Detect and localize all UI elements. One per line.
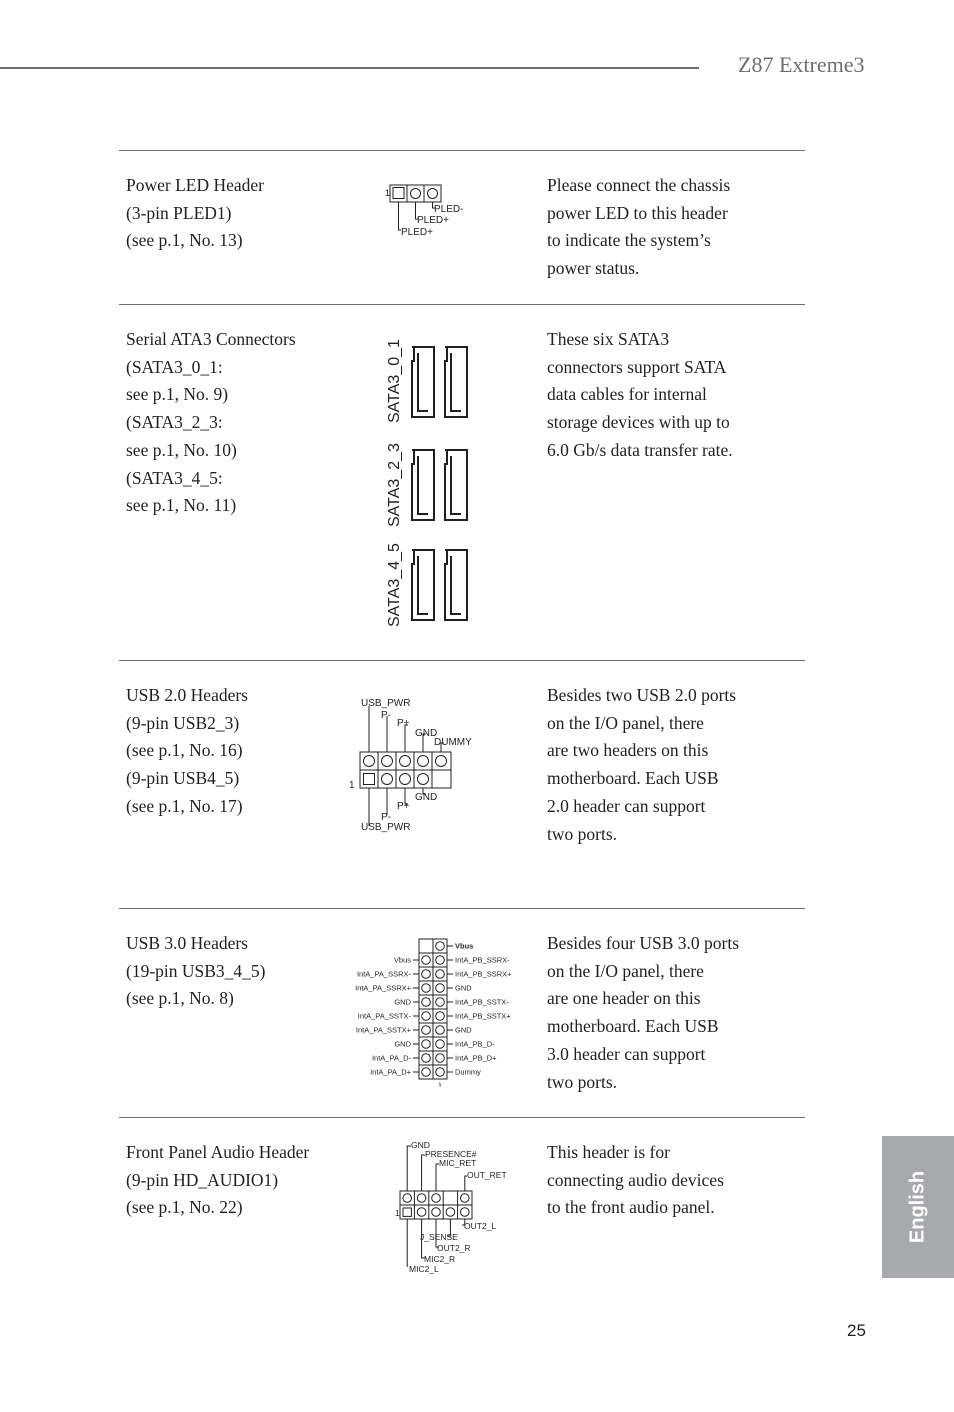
usb3-pin xyxy=(436,1012,445,1021)
pled-header-name: Power LED Header (3-pin PLED1) (see p.1, No. 13) xyxy=(126,175,265,251)
usb3-pin-label: IntA_PA_SSTX+ xyxy=(355,1025,411,1035)
usb-pwr-label: USB_PWR xyxy=(361,822,411,833)
usb3-pin xyxy=(436,984,445,993)
usb3-pin xyxy=(436,1054,445,1063)
usb3-pin xyxy=(422,1040,431,1049)
usb3-pin xyxy=(422,1012,431,1021)
usb-pwr-label: USB_PWR xyxy=(361,698,411,709)
pled-plus-label: PLED+ xyxy=(417,215,449,226)
usb3-pin-label: IntA_PB_SSRX- xyxy=(455,955,510,965)
usb3-pin xyxy=(436,942,445,951)
pled-plus-label: PLED+ xyxy=(401,227,433,238)
usb3-pin-label: IntA_PA_D+ xyxy=(370,1067,411,1077)
usb3-pin xyxy=(422,956,431,965)
out2-r-label: OUT2_R xyxy=(437,1243,471,1253)
usb3-pin xyxy=(436,1068,445,1077)
audio-pin-diagram xyxy=(390,1136,510,1278)
out2-l-label: OUT2_L xyxy=(464,1221,497,1231)
j-sense-label: J_SENSE xyxy=(420,1232,458,1242)
dummy-label: DUMMY xyxy=(434,737,472,748)
usb3-pin xyxy=(436,998,445,1007)
language-tab-label: English xyxy=(906,1170,929,1244)
out-ret-label: OUT_RET xyxy=(467,1170,507,1180)
audio-header-name: Front Panel Audio Header (9-pin HD_AUDIO1) (see p.1, No. 22) xyxy=(126,1142,310,1218)
section-divider xyxy=(119,660,805,661)
usb3-pin xyxy=(436,956,445,965)
sata-connector-outline xyxy=(412,550,434,620)
usb3-pin-label: IntA_PB_SSRX+ xyxy=(455,969,512,979)
presence-label: PRESENCE# xyxy=(425,1149,477,1159)
sata-connector-diagram xyxy=(378,335,478,630)
pled-pin-diagram xyxy=(380,180,480,240)
usb3-pin xyxy=(422,998,431,1007)
usb3-pin-label: IntA_PB_SSTX- xyxy=(455,997,509,1007)
sata-connector-key xyxy=(418,353,428,411)
gnd-label: GND xyxy=(411,1140,430,1150)
p-plus-label: P+ xyxy=(397,718,410,729)
pin-one-label: 1 xyxy=(437,1081,443,1087)
sata-label: SATA3_0_1 xyxy=(386,339,403,423)
usb3-pin-label: GND xyxy=(455,1025,472,1035)
usb3-pin-label: IntA_PA_SSTX- xyxy=(357,1011,411,1021)
usb3-pin-grid xyxy=(355,939,512,1087)
usb3-pin-label: IntA_PB_SSTX+ xyxy=(455,1011,511,1021)
section-divider xyxy=(119,304,805,305)
usb3-pin xyxy=(422,984,431,993)
sata-connector-key xyxy=(418,456,428,514)
page-number: 25 xyxy=(847,1321,866,1340)
sata-connector-key xyxy=(451,353,461,411)
usb3-pin-label: GND xyxy=(455,983,472,993)
p-plus-label: P+ xyxy=(397,801,410,812)
sata-connector-outline xyxy=(412,347,434,417)
p-minus-label: P- xyxy=(381,812,391,823)
usb3-pin xyxy=(422,970,431,979)
usb3-pin-label: Vbus xyxy=(455,941,474,951)
sata-connector-outline xyxy=(445,347,467,417)
pin-one-label: 1 xyxy=(349,780,355,791)
usb3-pin xyxy=(422,1054,431,1063)
sata-connector-outline xyxy=(445,450,467,520)
usb3-pin-label: Vbus xyxy=(393,955,411,965)
product-title: Z87 Extreme3 xyxy=(738,52,865,77)
sata-connector-key xyxy=(418,556,428,614)
section-divider xyxy=(119,150,805,151)
mic-ret-label: MIC_RET xyxy=(439,1158,477,1168)
audio-description: This header is for connecting audio devices to the front audio panel. xyxy=(547,1142,724,1218)
pled-description: Please connect the chassis power LED to this header to indicate the system’s power status. xyxy=(547,175,731,279)
sata-description: These six SATA3 connectors support SATA data cables for internal storage devices with up to 6.0 Gb/s data transfer rate. xyxy=(547,329,733,460)
usb3-pin-diagram xyxy=(340,935,540,1087)
gnd-label: GND xyxy=(415,728,438,739)
usb2-pin-diagram xyxy=(345,690,485,840)
usb3-pin xyxy=(436,970,445,979)
header-rule xyxy=(0,67,699,69)
usb3-description: Besides four USB 3.0 ports on the I/O panel, there are one header on this motherboard. Each USB 3.0 header can support two ports. xyxy=(547,933,740,1092)
usb3-header-name: USB 3.0 Headers (19-pin USB3_4_5) (see p.1, No. 8) xyxy=(126,933,266,1009)
pin-one-label: 1 xyxy=(385,188,391,198)
usb2-header-name: USB 2.0 Headers (9-pin USB2_3) (see p.1, No. 16) (9-pin USB4_5) (see p.1, No. 17) xyxy=(126,685,248,816)
usb3-pin-label: GND xyxy=(394,1039,411,1049)
sata-label: SATA3_2_3 xyxy=(386,443,403,527)
mic2-l-label: MIC2_L xyxy=(409,1264,439,1274)
gnd-label: GND xyxy=(415,792,438,803)
sata-connector-outline xyxy=(412,450,434,520)
sata-connector-outline xyxy=(445,550,467,620)
language-tab xyxy=(882,1136,954,1278)
usb3-pin xyxy=(436,1026,445,1035)
mic2-r-label: MIC2_R xyxy=(424,1254,456,1264)
pled-minus-label: PLED- xyxy=(434,204,464,215)
pin-one-label: 1 xyxy=(395,1208,400,1218)
usb3-pin-label: IntA_PB_D+ xyxy=(455,1053,497,1063)
sata-connector-group xyxy=(412,347,467,620)
usb3-pin-label: Dummy xyxy=(455,1067,481,1077)
section-divider xyxy=(119,908,805,909)
usb3-pin-label: IntA_PA_SSRX- xyxy=(356,969,411,979)
section-divider xyxy=(119,1117,805,1118)
sata-header-name: Serial ATA3 Connectors (SATA3_0_1: see p.1, No. 9) (SATA3_2_3: see p.1, No. 10) (SATA3_4_5: see p.1, No. 11) xyxy=(126,329,296,516)
usb2-description: Besides two USB 2.0 ports on the I/O panel, there are two headers on this motherboard. Each USB 2.0 header can support two ports. xyxy=(547,685,737,844)
usb3-pin-label: IntA_PA_D- xyxy=(371,1053,411,1063)
usb3-pin-label: GND xyxy=(394,997,411,1007)
sata-connector-key xyxy=(451,556,461,614)
sata-connector-key xyxy=(451,456,461,514)
p-minus-label: P- xyxy=(381,710,391,721)
usb3-pin-label: IntA_PB_D- xyxy=(455,1039,495,1049)
usb3-pin xyxy=(422,1068,431,1077)
sata-label: SATA3_4_5 xyxy=(386,543,403,627)
usb3-pin xyxy=(422,1026,431,1035)
usb3-pin xyxy=(436,1040,445,1049)
usb3-pin-label: IntA_PA_SSRX+ xyxy=(355,983,411,993)
